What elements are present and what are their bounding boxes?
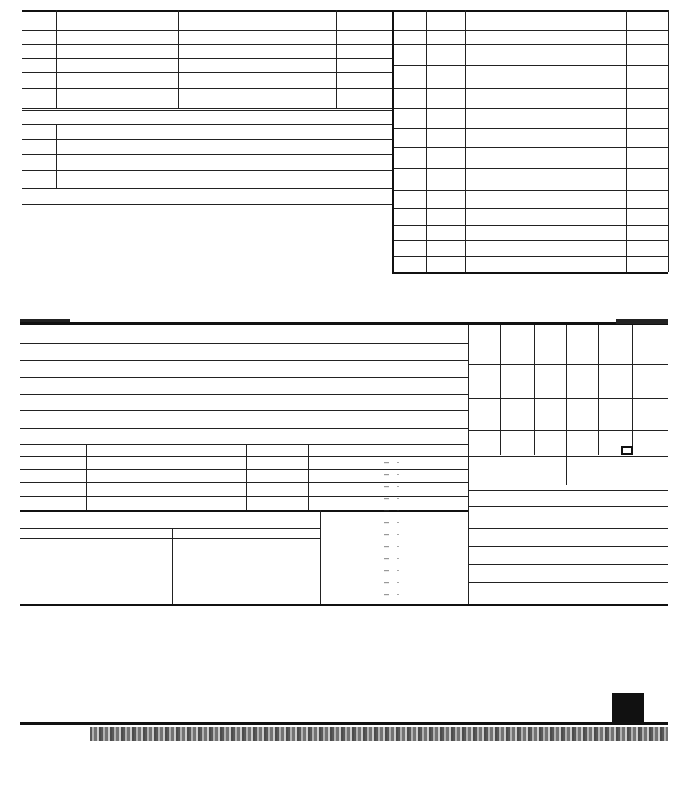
col-divider xyxy=(336,10,337,108)
scan-bar-right xyxy=(616,319,668,324)
reports-bottom-line xyxy=(20,604,668,606)
col-divider xyxy=(56,124,57,188)
row-line xyxy=(22,139,392,140)
right-bottom-line xyxy=(392,272,668,274)
owner-claims-table xyxy=(0,0,678,275)
operators-header-line xyxy=(22,124,392,125)
gen-ref-col xyxy=(246,444,247,510)
dash-column: – · – · – · – · – · – · – · – · – · – · – · – · xyxy=(384,457,400,599)
right-grid-row xyxy=(468,456,668,457)
gen-ref-col xyxy=(86,444,87,510)
maps-line xyxy=(468,528,668,529)
row-line xyxy=(22,188,392,189)
col-divider xyxy=(426,10,427,272)
maps-line xyxy=(468,546,668,547)
operators-top-line xyxy=(22,110,392,111)
right-grid-row xyxy=(468,430,668,431)
black-square xyxy=(612,693,644,723)
maps-line xyxy=(468,506,668,507)
right-block-border xyxy=(468,325,469,605)
mineral-line xyxy=(20,528,320,529)
reports-line xyxy=(20,343,468,344)
bottom-edge-line xyxy=(20,722,668,725)
reports-line xyxy=(20,394,468,395)
gen-ref-line xyxy=(20,444,468,445)
mineral-line xyxy=(20,538,320,539)
others-header-line xyxy=(22,204,392,205)
right-grid-col xyxy=(566,325,567,485)
gen-ref-col xyxy=(308,444,309,510)
right-grid-row xyxy=(468,398,668,399)
right-grid-col xyxy=(598,325,599,455)
maps-line xyxy=(468,564,668,565)
col-divider xyxy=(465,10,466,272)
reports-line xyxy=(20,428,468,429)
row-line xyxy=(22,170,392,171)
header-bottom-line xyxy=(22,30,668,31)
reports-line xyxy=(20,377,468,378)
reports-top-border xyxy=(20,322,668,325)
maps-line xyxy=(468,582,668,583)
top-border xyxy=(22,10,668,12)
scan-noise-band xyxy=(90,727,668,741)
col-divider xyxy=(56,10,57,108)
location-box xyxy=(621,446,633,455)
reports-line xyxy=(20,360,468,361)
right-grid-col xyxy=(500,325,501,455)
right-grid-row xyxy=(468,364,668,365)
col-divider-thick xyxy=(392,10,394,274)
mineral-col xyxy=(172,528,173,604)
reports-line xyxy=(20,410,468,411)
col-divider xyxy=(626,10,627,272)
right-grid-row xyxy=(468,490,668,491)
row-line xyxy=(22,154,392,155)
right-grid-col xyxy=(534,325,535,455)
col-divider xyxy=(178,10,179,108)
col-divider xyxy=(668,10,669,272)
mineral-col xyxy=(320,510,321,604)
right-grid-col xyxy=(632,325,633,455)
row-line xyxy=(22,108,392,109)
reports-section xyxy=(0,300,678,620)
